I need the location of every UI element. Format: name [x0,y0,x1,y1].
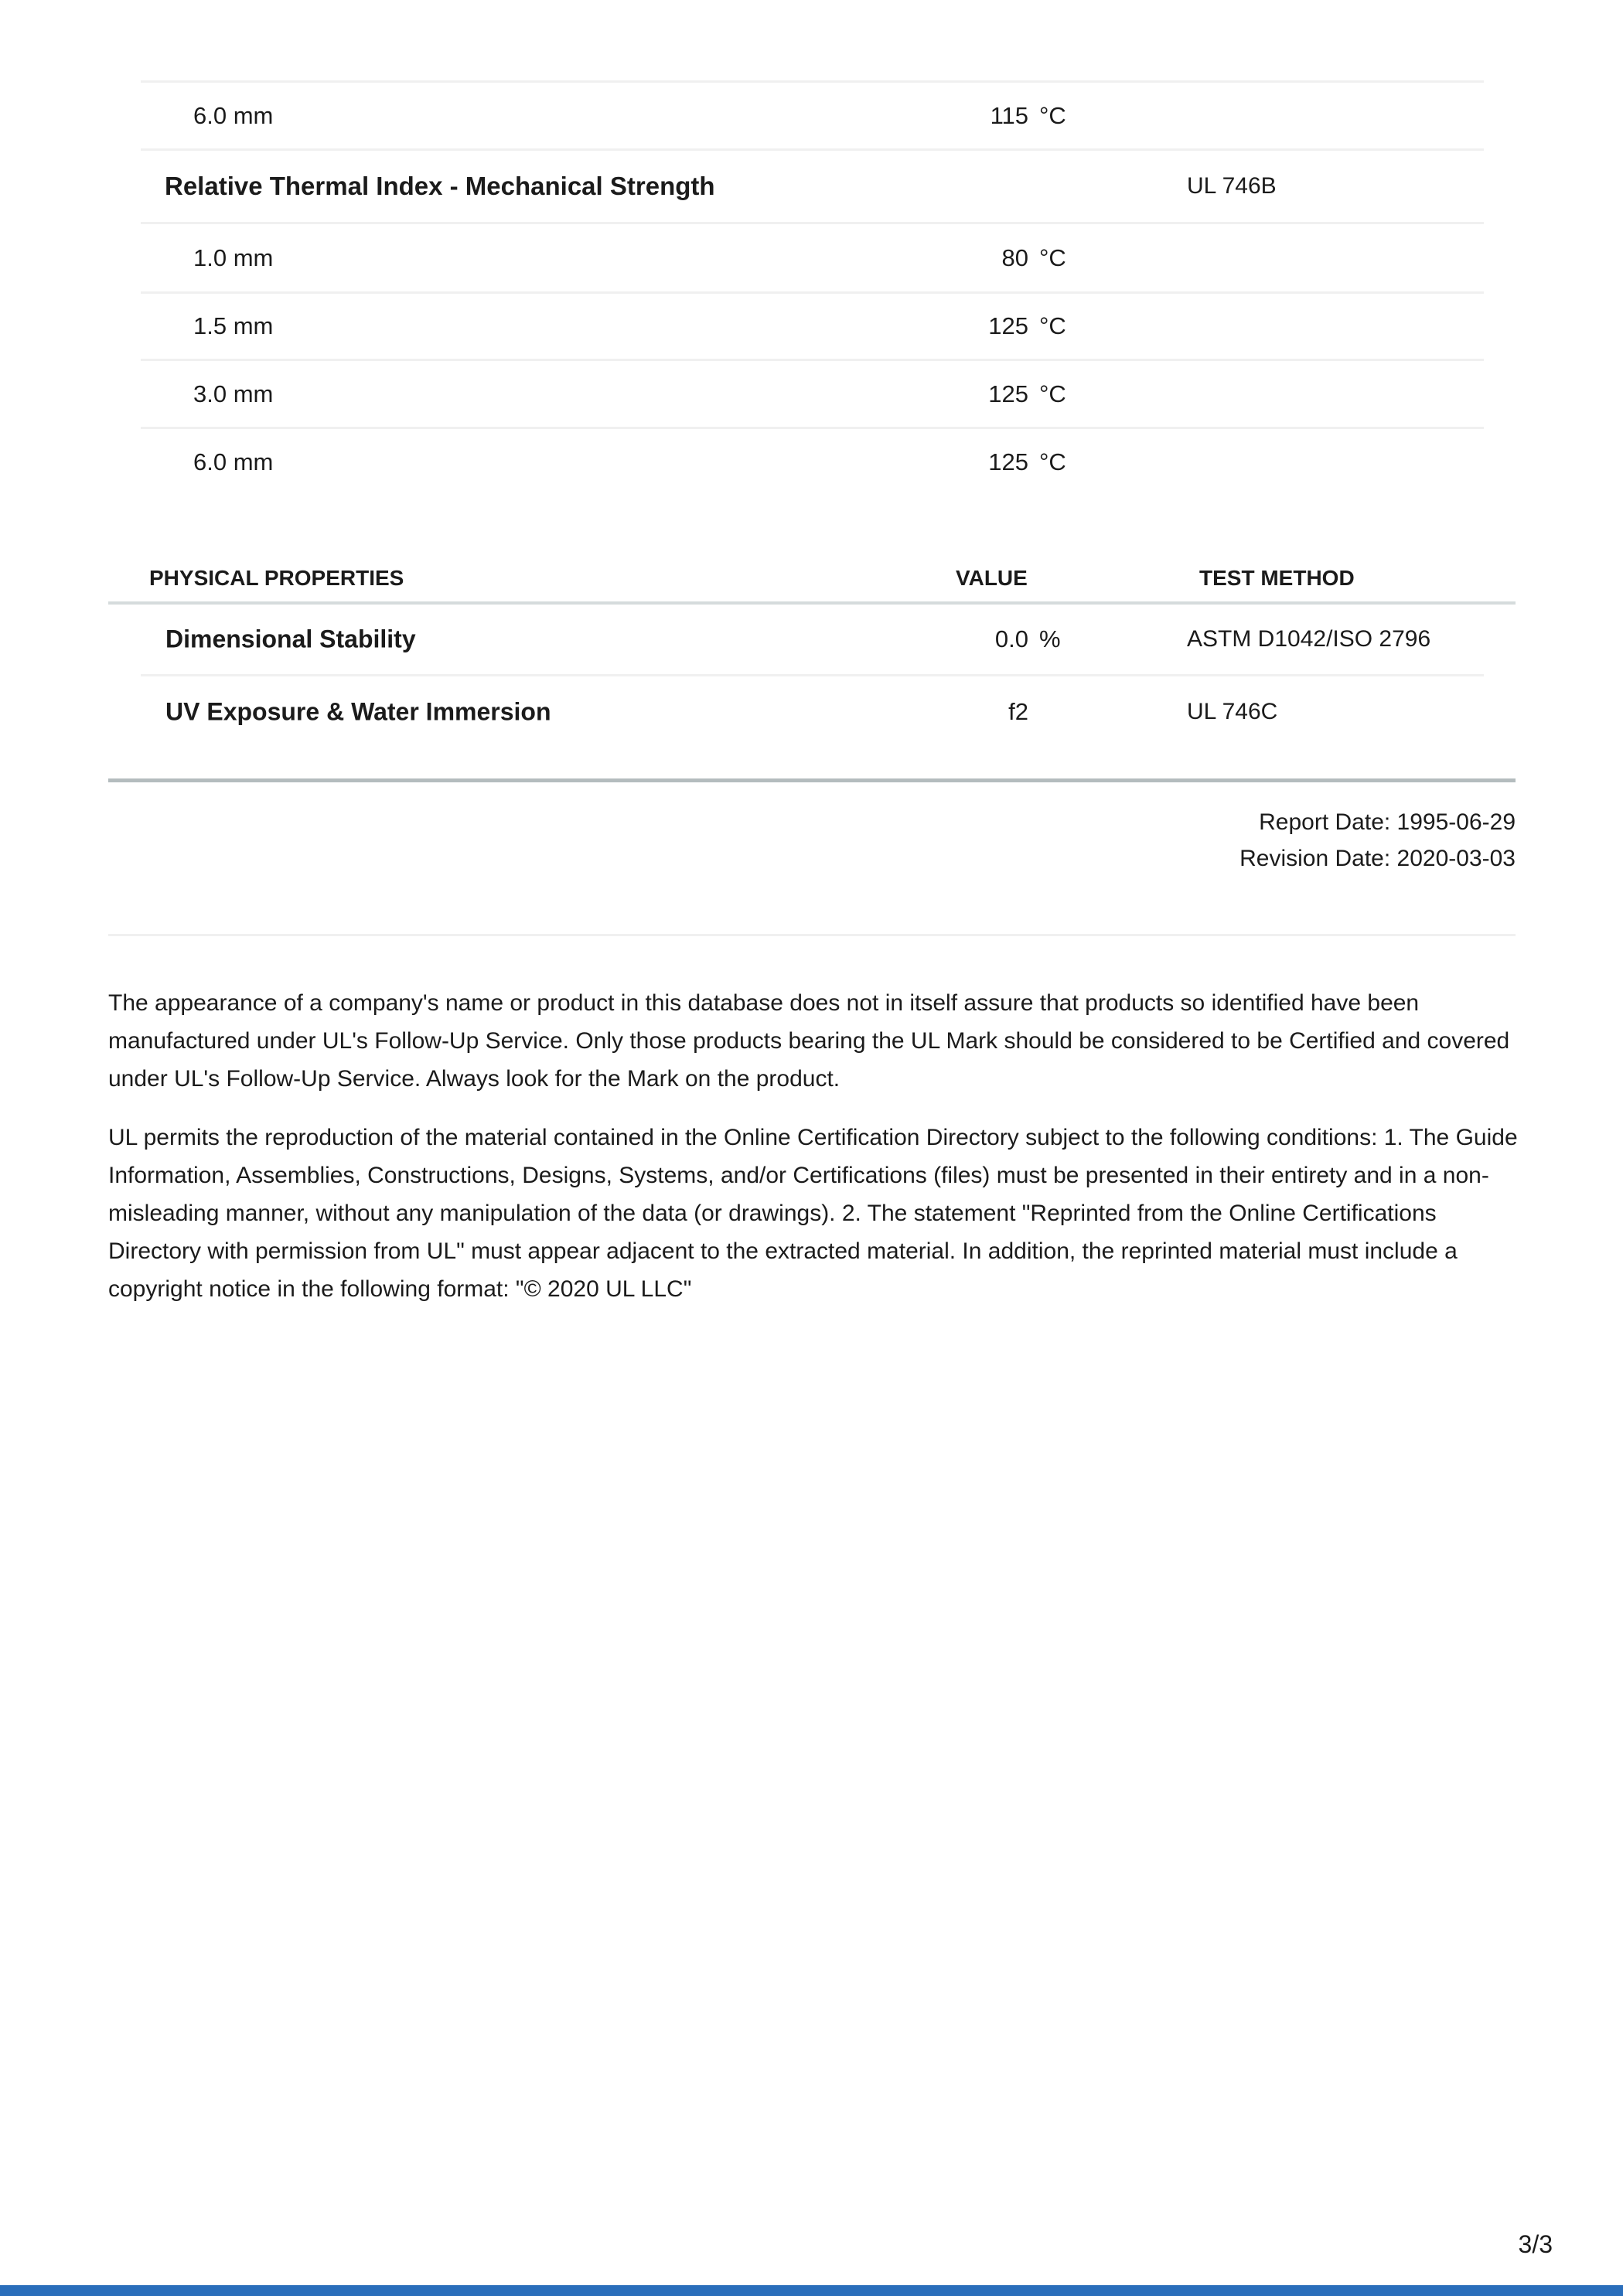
page-number: 3/3 [1518,2230,1553,2258]
column-header-value: VALUE [956,566,1028,590]
report-content [108,0,1516,1308]
section-title: Relative Thermal Index - Mechanical Strength [165,172,715,200]
value-number: 125 [988,312,1028,339]
thickness-label: 3.0 mm [193,380,274,407]
physical-properties-header-row [108,555,1516,601]
test-method: ASTM D1042/ISO 2796 [1187,626,1431,652]
content-divider [108,934,1516,936]
value-number: 125 [988,448,1028,475]
table-row [108,83,1516,148]
value-number: f2 [1008,698,1028,725]
value-number: 115 [990,101,1028,129]
table-gap [108,748,1516,778]
column-header-property: PHYSICAL PROPERTIES [149,566,404,590]
value-unit: °C [1039,380,1066,407]
value-unit: °C [1039,448,1066,475]
test-method: UL 746B [1187,173,1277,199]
column-header-test-method: TEST METHOD [1199,566,1355,590]
value-unit: °C [1039,312,1066,339]
test-method: UL 746C [1187,699,1278,724]
revision-date: Revision Date: 2020-03-03 [1239,846,1516,871]
top-margin [108,0,1516,80]
property-name: Dimensional Stability [165,625,416,653]
value-number: 125 [988,380,1028,407]
disclaimer-paragraph-1: The appearance of a company's name or product in this database does not in itself assure that products so identified have been manufactured under UL's Follow-Up Service. Only those products bearing the UL Mark should be considered to be Certified and covered under UL's Follow-Up Service. Always look for the Mark on the product. [108,990,1510,1092]
value-unit: °C [1039,244,1066,271]
report-date: Report Date: 1995-06-29 [1259,809,1516,835]
table-row [108,676,1516,748]
table-row [108,429,1516,495]
value-number: 80 [1001,244,1028,271]
thickness-label: 6.0 mm [193,448,274,475]
disclaimer-paragraph-2: UL permits the reproduction of the material contained in the Online Certification Directory subject to the following conditions: 1. The Guide Information, Assemblies, Constructions, Designs, Systems, and/or Certifications (files) must be presented in their entirety and in a non-misleading manner, without any manipulation of the data (or drawings). 2. The statement "Reprinted from the Online Certifications Directory with permission from UL" must appear adjacent to the extracted material. In addition, the reprinted material must include a copyright notice in the following format: "© 2020 UL LLC" [108,1125,1518,1302]
dates-gap [108,877,1516,934]
property-name: UV Exposure & Water Immersion [165,697,551,726]
value-number: 0.0 [994,625,1028,652]
value-unit: % [1039,625,1061,652]
value-unit: °C [1039,101,1066,129]
section-header-row [108,151,1516,222]
thickness-label: 6.0 mm [193,101,274,129]
thickness-label: 1.0 mm [193,244,274,271]
table-row [108,224,1516,291]
table-row [108,361,1516,427]
section-gap [108,495,1516,555]
thickness-label: 1.5 mm [193,312,274,339]
footer-bar [0,2285,1623,2296]
dates-block [108,804,1516,877]
table-row [108,294,1516,359]
table-bottom-rule [108,778,1516,782]
table-row [108,605,1516,674]
